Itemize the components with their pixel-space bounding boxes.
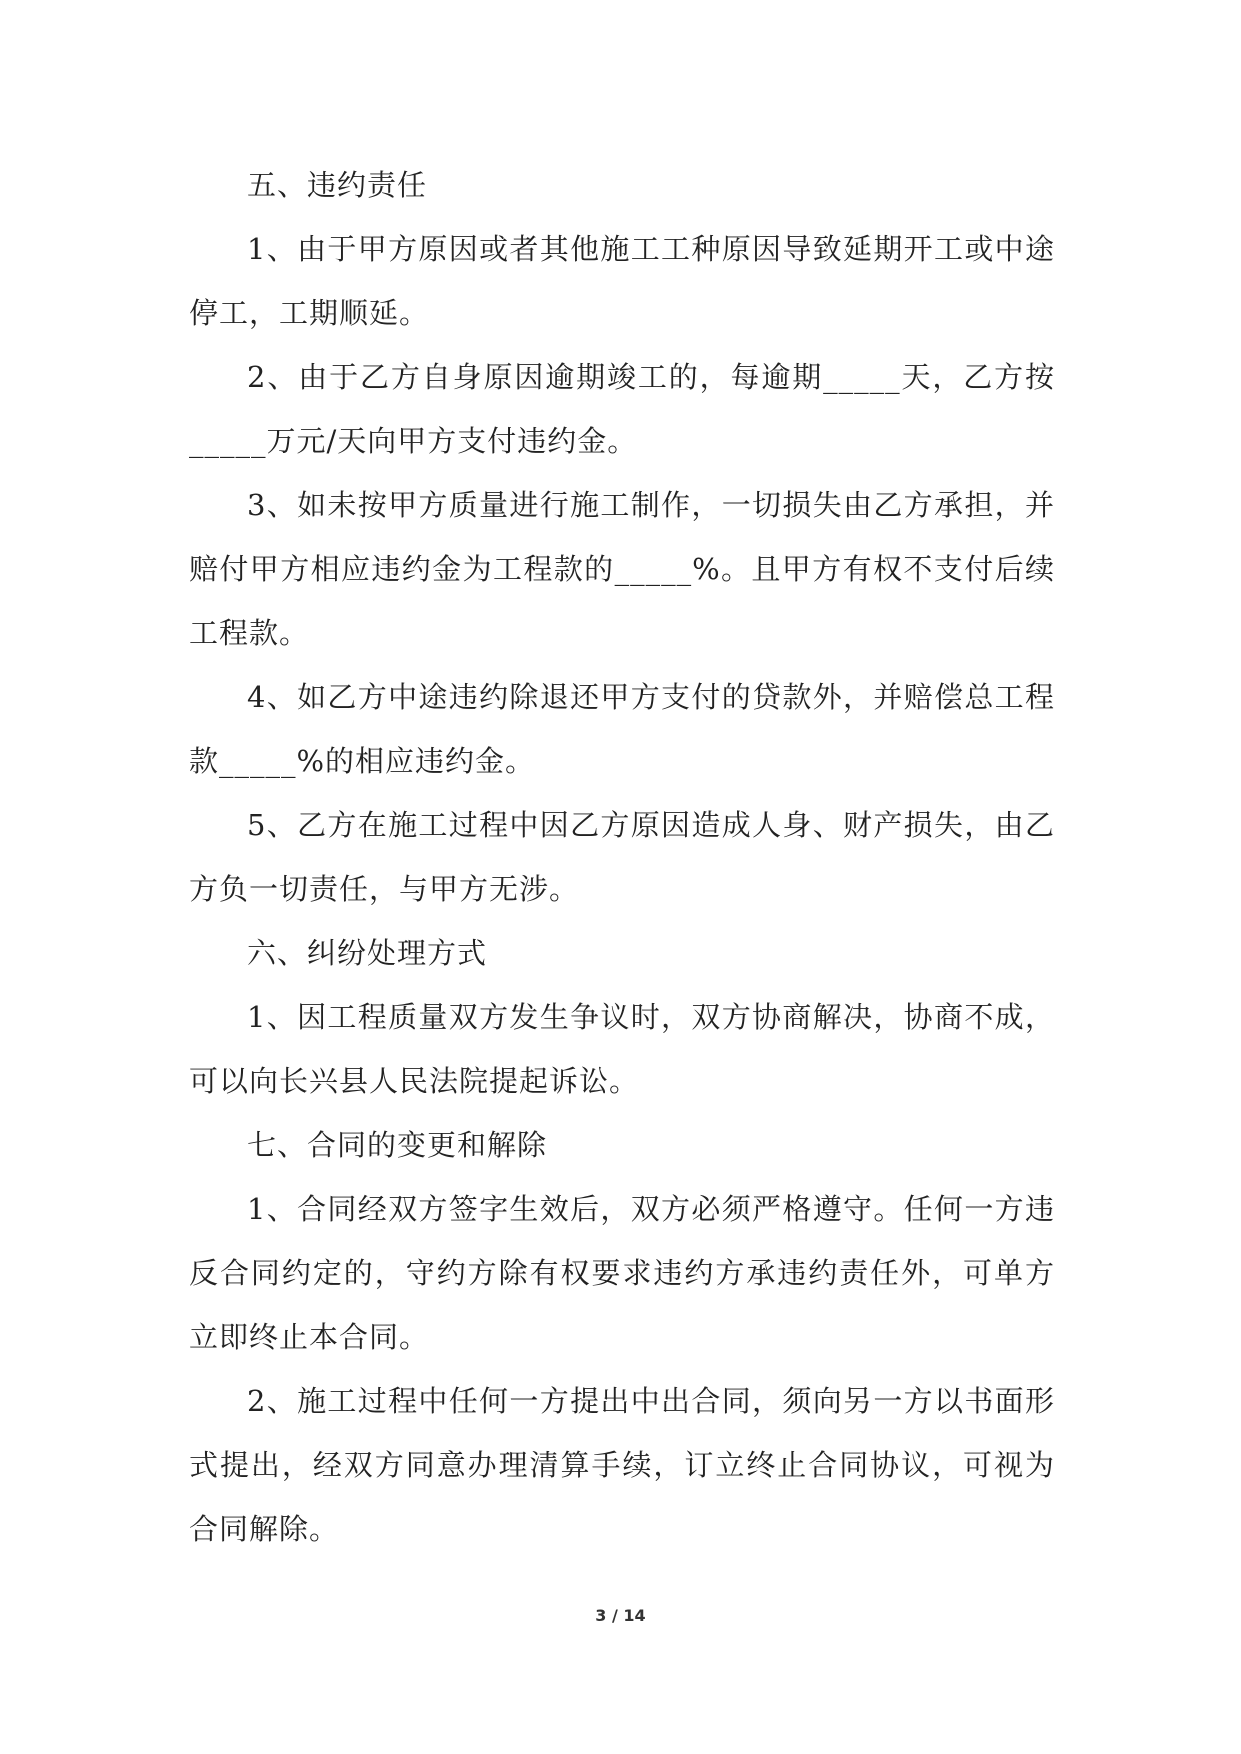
section-heading-contract-change: 七、合同的变更和解除 bbox=[247, 1128, 548, 1162]
document-body bbox=[189, 153, 1055, 1561]
paragraph-clause: 5、乙方在施工过程中因乙方原因造成人身、财产损失，由乙方负一切责任，与甲方无涉。 bbox=[189, 808, 1055, 906]
paragraph-clause: 1、由于甲方原因或者其他施工工种原因导致延期开工或中途停工，工期顺延。 bbox=[189, 232, 1055, 330]
paragraph-clause: 1、因工程质量双方发生争议时，双方协商解决，协商不成，可以向长兴县人民法院提起诉讼。 bbox=[189, 1000, 1055, 1098]
section-heading-breach-liability: 五、违约责任 bbox=[247, 168, 428, 202]
paragraph-clause: 2、施工过程中任何一方提出中出合同，须向另一方以书面形式提出，经双方同意办理清算手续，订立终止合同协议，可视为合同解除。 bbox=[189, 1384, 1055, 1546]
paragraph-clause: 3、如未按甲方质量进行施工制作，一切损失由乙方承担，并赔付甲方相应违约金为工程款的_____%。且甲方有权不支付后续工程款。 bbox=[189, 488, 1055, 650]
paragraph-clause: 4、如乙方中途违约除退还甲方支付的贷款外，并赔偿总工程款_____%的相应违约金。 bbox=[189, 680, 1055, 778]
page-number: 3 / 14 bbox=[595, 1606, 646, 1625]
section-heading-dispute-resolution: 六、纠纷处理方式 bbox=[247, 936, 488, 970]
paragraph-clause: 2、由于乙方自身原因逾期竣工的，每逾期_____天，乙方按_____万元/天向甲方支付违约金。 bbox=[189, 360, 1055, 458]
paragraph-clause: 1、合同经双方签字生效后，双方必须严格遵守。任何一方违反合同约定的，守约方除有权要求违约方承违约责任外，可单方立即终止本合同。 bbox=[189, 1192, 1055, 1354]
